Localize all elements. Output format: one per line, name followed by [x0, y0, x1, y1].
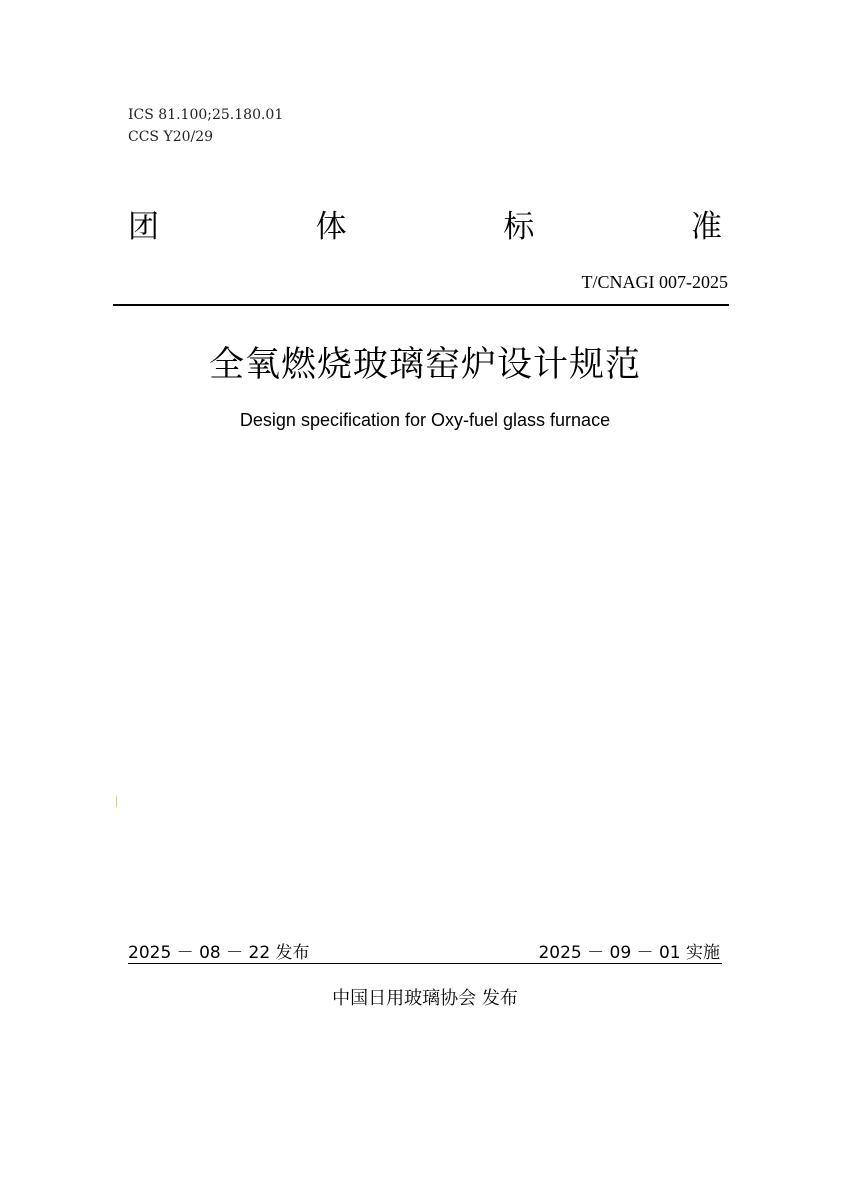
standard-type-char: 标	[503, 209, 535, 245]
ics-code: ICS 81.100;25.180.01	[128, 107, 284, 123]
cursor-mark	[116, 796, 117, 807]
standard-type-char: 体	[315, 209, 347, 245]
issuer: 中国日用玻璃协会 发布	[332, 988, 518, 1009]
header-divider	[113, 304, 729, 306]
standard-type-char: 准	[690, 209, 722, 245]
standard-type-heading	[128, 205, 722, 249]
date-divider	[128, 963, 722, 964]
release-date: 2025 － 08 － 22 发布	[128, 943, 310, 963]
standard-number: T/CNAGI 007-2025	[581, 272, 728, 292]
implementation-date: 2025 － 09 － 01 实施	[538, 943, 720, 963]
standard-type-char: 团	[128, 209, 159, 245]
title-chinese: 全氧燃烧玻璃窑炉设计规范	[208, 345, 641, 385]
ccs-code: CCS Y20/29	[128, 129, 214, 145]
classification-codes	[128, 104, 283, 148]
title-english: Design specification for Oxy-fuel glass furnace	[239, 410, 611, 430]
